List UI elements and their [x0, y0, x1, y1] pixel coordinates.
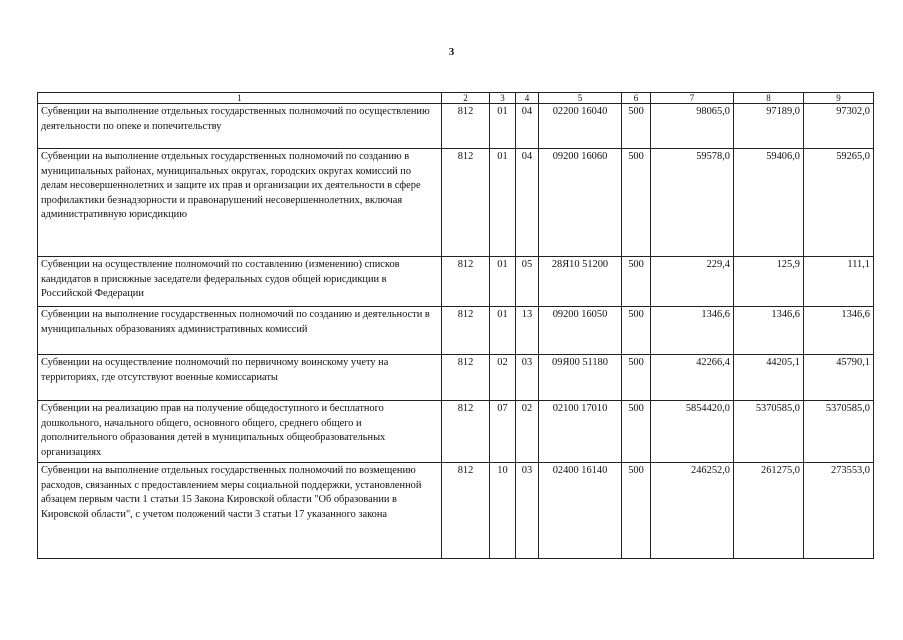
row-subsection: 04 [516, 149, 539, 257]
row-subsection: 02 [516, 401, 539, 463]
row-subsection: 05 [516, 257, 539, 307]
row-value-2: 261275,0 [734, 463, 804, 559]
column-header: 6 [622, 93, 651, 104]
row-value-1: 1346,6 [651, 307, 734, 355]
row-expense-type: 500 [622, 104, 651, 149]
row-target: 02400 16140 [539, 463, 622, 559]
row-description: Субвенции на реализацию прав на получение общедоступного и бесплатного дошкольного, начального общего, основного общего, среднего общего и дополнительного образования детей в муниципальных общеобразовательных организациях [38, 401, 442, 463]
table-row [38, 104, 874, 149]
row-expense-type: 500 [622, 463, 651, 559]
row-section: 01 [490, 104, 516, 149]
row-description: Субвенции на выполнение государственных полномочий по созданию и деятельности в муниципальных образованиях административных комиссий [38, 307, 442, 355]
row-description: Субвенции на выполнение отдельных государственных полномочий по созданию в муниципальных районах, муниципальных округах, городских округах комиссий по делам несовершеннолетних и защите их прав и организации их деятельности в сфере профилактики безнадзорности и правонарушений несовершеннолетних, включая административную юрисдикцию [38, 149, 442, 257]
column-header: 7 [651, 93, 734, 104]
column-header: 3 [490, 93, 516, 104]
column-header: 2 [442, 93, 490, 104]
row-section: 01 [490, 307, 516, 355]
row-target: 02200 16040 [539, 104, 622, 149]
row-expense-type: 500 [622, 257, 651, 307]
row-section: 01 [490, 257, 516, 307]
column-header: 4 [516, 93, 539, 104]
row-description: Субвенции на осуществление полномочий по составлению (изменению) списков кандидатов в присяжные заседатели федеральных судов общей юрисдикции в Российской Федерации [38, 257, 442, 307]
column-header: 5 [539, 93, 622, 104]
row-target: 02100 17010 [539, 401, 622, 463]
row-code: 812 [442, 149, 490, 257]
row-value-2: 125,9 [734, 257, 804, 307]
row-subsection: 03 [516, 355, 539, 401]
row-value-3: 5370585,0 [804, 401, 874, 463]
row-value-1: 59578,0 [651, 149, 734, 257]
row-value-2: 44205,1 [734, 355, 804, 401]
row-section: 07 [490, 401, 516, 463]
row-code: 812 [442, 355, 490, 401]
row-value-3: 273553,0 [804, 463, 874, 559]
row-subsection: 04 [516, 104, 539, 149]
row-expense-type: 500 [622, 149, 651, 257]
table-row [38, 401, 874, 463]
row-value-1: 229,4 [651, 257, 734, 307]
table-row [38, 355, 874, 401]
row-code: 812 [442, 257, 490, 307]
row-section: 10 [490, 463, 516, 559]
row-value-2: 97189,0 [734, 104, 804, 149]
row-code: 812 [442, 401, 490, 463]
row-description: Субвенции на осуществление полномочий по первичному воинскому учету на территориях, где отсутствуют военные комиссариаты [38, 355, 442, 401]
row-value-2: 59406,0 [734, 149, 804, 257]
row-section: 01 [490, 149, 516, 257]
row-value-3: 59265,0 [804, 149, 874, 257]
column-header: 1 [38, 93, 442, 104]
page-number: 3 [448, 46, 455, 58]
row-target: 09200 16060 [539, 149, 622, 257]
budget-table [37, 92, 874, 559]
row-code: 812 [442, 307, 490, 355]
table-row [38, 257, 874, 307]
row-value-3: 97302,0 [804, 104, 874, 149]
row-value-3: 45790,1 [804, 355, 874, 401]
row-expense-type: 500 [622, 355, 651, 401]
column-header: 9 [804, 93, 874, 104]
row-expense-type: 500 [622, 401, 651, 463]
row-code: 812 [442, 104, 490, 149]
column-header: 8 [734, 93, 804, 104]
table-row [38, 149, 874, 257]
row-target: 09Я00 51180 [539, 355, 622, 401]
row-value-1: 5854420,0 [651, 401, 734, 463]
row-expense-type: 500 [622, 307, 651, 355]
row-value-3: 111,1 [804, 257, 874, 307]
row-code: 812 [442, 463, 490, 559]
row-value-2: 5370585,0 [734, 401, 804, 463]
row-description: Субвенции на выполнение отдельных государственных полномочий по осуществлению деятельности по опеке и попечительству [38, 104, 442, 149]
row-description: Субвенции на выполнение отдельных государственных полномочий по возмещению расходов, связанных с предоставлением меры социальной поддержки, установленной абзацем первым части 1 статьи 15 Закона Кировской области "Об образовании в Кировской области", с учетом положений части 3 статьи 17 указанного закона [38, 463, 442, 559]
table-header-row [38, 93, 874, 104]
table-row [38, 307, 874, 355]
row-section: 02 [490, 355, 516, 401]
row-value-1: 42266,4 [651, 355, 734, 401]
row-subsection: 13 [516, 307, 539, 355]
table-row [38, 463, 874, 559]
row-value-3: 1346,6 [804, 307, 874, 355]
row-target: 09200 16050 [539, 307, 622, 355]
row-value-1: 98065,0 [651, 104, 734, 149]
row-subsection: 03 [516, 463, 539, 559]
row-target: 28Я10 51200 [539, 257, 622, 307]
row-value-2: 1346,6 [734, 307, 804, 355]
row-value-1: 246252,0 [651, 463, 734, 559]
